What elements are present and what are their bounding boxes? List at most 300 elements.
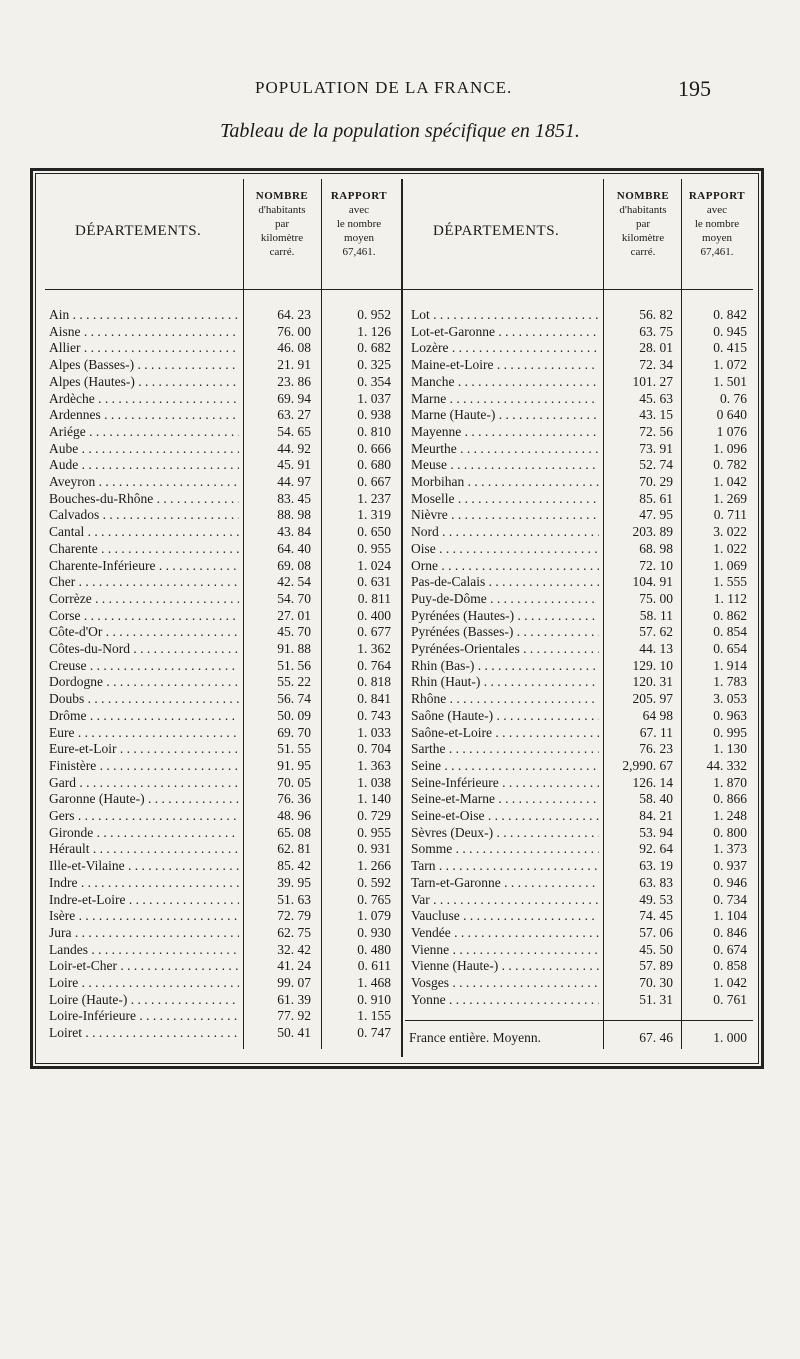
nombre-value: 45. 50 <box>639 941 673 957</box>
nombre-value: 32. 42 <box>277 941 311 957</box>
rapport-value: 1. 140 <box>357 791 391 807</box>
department-name: Meurthe . . . <box>411 441 599 458</box>
nombre-value: 101. 27 <box>632 373 673 389</box>
rapport-value: 0. 666 <box>357 440 391 456</box>
rapport-value: 0. 955 <box>357 540 391 556</box>
nombre-header-left: NOMBRE d'habitants par kilomètre carré. <box>255 190 309 258</box>
nombre-value: 91. 88 <box>277 641 311 656</box>
nombre-value: 75. 00 <box>639 590 673 606</box>
department-name: Landes . . . <box>49 942 239 959</box>
department-name: Rhin (Haut-) . . . <box>411 674 599 691</box>
nombre-value: 45. 70 <box>277 624 311 640</box>
nombre-header-right: NOMBRE d'habitants par kilomètre carré. <box>616 190 670 258</box>
table-row <box>45 608 753 625</box>
nombre-value: 27. 01 <box>277 607 311 623</box>
department-name: Isère . . . <box>49 908 239 925</box>
department-name: Vendée . . . <box>411 925 599 942</box>
department-name: Yonne . . . <box>411 992 599 1009</box>
rapport-value: 1. 362 <box>357 641 391 656</box>
rapport-value: 0. 400 <box>357 607 391 623</box>
nombre-value: 63. 27 <box>277 407 311 423</box>
nombre-value: 44. 13 <box>639 641 673 656</box>
nombre-value: 21. 91 <box>277 357 311 373</box>
total-nombre: 67. 46 <box>639 1030 673 1046</box>
nombre-value: 76. 36 <box>277 791 311 807</box>
table-row <box>45 925 753 942</box>
table-row <box>45 791 753 808</box>
department-name: Doubs . . . <box>49 691 239 708</box>
nombre-value: 85. 42 <box>277 858 311 874</box>
table-row <box>45 391 753 408</box>
rapport-value: 0. 955 <box>357 824 391 840</box>
nombre-value: 57. 06 <box>639 924 673 940</box>
rapport-value: 1. 248 <box>713 808 747 823</box>
table-row <box>45 357 753 374</box>
table-row <box>45 574 753 591</box>
nombre-value: 67. 11 <box>639 724 673 740</box>
table-row <box>45 307 753 324</box>
nombre-value: 69. 94 <box>277 390 311 406</box>
department-name: Rhin (Bas-) . . . <box>411 658 599 675</box>
department-name: Rhône . . . <box>411 691 599 708</box>
department-name: Vaucluse . . . <box>411 908 599 925</box>
rapport-value: 1. 237 <box>357 490 391 506</box>
department-name: Hérault . . . <box>49 841 239 858</box>
department-name: Marne (Haute-) . . . <box>411 407 599 424</box>
department-name: Aisne . . . <box>49 324 239 341</box>
nombre-value: 57. 62 <box>639 624 673 640</box>
nombre-value: 61. 39 <box>277 991 311 1007</box>
table-row <box>45 858 753 875</box>
rapport-value: 0. 761 <box>713 991 747 1007</box>
table-row <box>45 641 753 658</box>
rapport-value: 0. 76 <box>720 390 747 406</box>
department-name: Garonne (Haute-) . . . <box>49 791 239 808</box>
nombre-value: 63. 19 <box>639 858 673 874</box>
rapport-value: 0. 674 <box>713 941 747 957</box>
department-name: Seine-et-Oise . . . <box>411 808 599 825</box>
nombre-value: 70. 05 <box>277 774 311 790</box>
nombre-value: 47. 95 <box>639 507 673 523</box>
rapport-value: 0. 734 <box>713 891 747 907</box>
nombre-value: 53. 94 <box>639 824 673 840</box>
nombre-value: 51. 31 <box>639 991 673 1007</box>
rapport-value: 0. 747 <box>357 1025 391 1041</box>
department-name: Lozère . . . <box>411 340 599 357</box>
rapport-value: 0. 930 <box>357 924 391 940</box>
rapport-value: 1. 104 <box>713 908 747 924</box>
nombre-value: 205. 97 <box>632 691 673 707</box>
total-label: France entière. Moyenn. <box>409 1030 541 1046</box>
table-row <box>45 808 753 825</box>
rapport-value: 1. 269 <box>713 490 747 506</box>
department-name: Orne . . . <box>411 558 599 575</box>
rapport-value: 0. 782 <box>713 457 747 473</box>
rapport-value: 1. 042 <box>713 474 747 489</box>
rapport-value: 0. 841 <box>357 691 391 707</box>
table-row <box>45 624 753 641</box>
department-name: Jura . . . <box>49 925 239 942</box>
rapport-value: 0. 910 <box>357 991 391 1007</box>
department-name: Puy-de-Dôme . . . <box>411 591 599 608</box>
nombre-value: 70. 29 <box>639 474 673 489</box>
rapport-value: 0. 765 <box>357 891 391 907</box>
department-name: Loire-Inférieure . . . <box>49 1008 239 1025</box>
department-name: Seine . . . <box>411 758 599 775</box>
department-name: Mayenne . . . <box>411 424 599 441</box>
department-name: Cher . . . <box>49 574 239 591</box>
department-name: Indre-et-Loire . . . <box>49 892 239 909</box>
nombre-value: 50. 41 <box>277 1025 311 1041</box>
table-row <box>45 591 753 608</box>
table-row <box>45 474 753 491</box>
nombre-value: 65. 08 <box>277 824 311 840</box>
nombre-value: 58. 11 <box>639 607 673 623</box>
department-name: Nièvre . . . <box>411 507 599 524</box>
department-name: Alpes (Hautes-) . . . <box>49 374 239 391</box>
table-row <box>45 340 753 357</box>
rapport-value: 0. 592 <box>357 874 391 890</box>
rapport-value: 0. 650 <box>357 524 391 540</box>
rapport-value: 1. 155 <box>357 1008 391 1024</box>
nombre-value: 72. 79 <box>277 908 311 924</box>
department-name: Aube . . . <box>49 441 239 458</box>
department-name: Alpes (Basses-) . . . <box>49 357 239 374</box>
table-row <box>45 541 753 558</box>
department-name: Meuse . . . <box>411 457 599 474</box>
nombre-value: 62. 75 <box>277 924 311 940</box>
department-name: Charente-Inférieure . . . <box>49 558 239 575</box>
rapport-value: 0 640 <box>716 407 747 423</box>
department-name: Pyrénées (Hautes-) . . . <box>411 608 599 625</box>
nombre-value: 64 98 <box>642 707 673 723</box>
nombre-value: 76. 23 <box>639 741 673 757</box>
table-row <box>45 558 753 575</box>
total-rapport: 1. 000 <box>713 1030 747 1046</box>
department-name: Vienne (Haute-) . . . <box>411 958 599 975</box>
nombre-value: 77. 92 <box>277 1008 311 1024</box>
rapport-value: 0. 945 <box>713 323 747 339</box>
department-name: Ardèche . . . <box>49 391 239 408</box>
rapport-value: 1. 072 <box>713 357 747 373</box>
department-name: Ardennes . . . <box>49 407 239 424</box>
rapport-value: 0. 764 <box>357 657 391 673</box>
nombre-value: 41. 24 <box>277 958 311 974</box>
table-row <box>45 892 753 909</box>
department-name: Aveyron . . . <box>49 474 239 491</box>
rapport-header-left: RAPPORT avec le nombre moyen 67,461. <box>330 190 388 258</box>
table-row <box>45 725 753 742</box>
table-row <box>45 691 753 708</box>
department-name: Cantal . . . <box>49 524 239 541</box>
page-number: 195 <box>678 76 711 101</box>
department-name: Tarn . . . <box>411 858 599 875</box>
rapport-value: 1. 022 <box>713 540 747 556</box>
rapport-value: 0. 682 <box>357 340 391 356</box>
rapport-value: 0. 729 <box>357 808 391 823</box>
nombre-value: 46. 08 <box>277 340 311 356</box>
department-name: Creuse . . . <box>49 658 239 675</box>
nombre-value: 70. 30 <box>639 975 673 990</box>
table-caption: Tableau de la population spécifique en 1851. <box>220 120 580 142</box>
rapport-value: 0. 846 <box>713 924 747 940</box>
rapport-value: 1. 126 <box>357 323 391 339</box>
nombre-value: 54. 65 <box>277 423 311 439</box>
rapport-value: 1. 373 <box>713 841 747 857</box>
rapport-value: 1. 069 <box>713 557 747 573</box>
nombre-value: 68. 98 <box>639 540 673 556</box>
nombre-value: 51. 56 <box>277 657 311 673</box>
nombre-value: 44. 97 <box>277 474 311 489</box>
department-name: Ille-et-Vilaine . . . <box>49 858 239 875</box>
rapport-value: 1. 042 <box>713 975 747 990</box>
department-name: Charente . . . <box>49 541 239 558</box>
rapport-value: 0. 611 <box>357 958 391 974</box>
page-header <box>0 78 800 104</box>
department-name: Sèvres (Deux-) . . . <box>411 825 599 842</box>
department-name: Loir-et-Cher . . . <box>49 958 239 975</box>
running-title: POPULATION DE LA FRANCE. <box>255 78 513 97</box>
rapport-value: 0. 325 <box>357 357 391 373</box>
department-name: Côte-d'Or . . . <box>49 624 239 641</box>
table-row <box>45 524 753 541</box>
rapport-value: 0. 354 <box>357 373 391 389</box>
nombre-value: 104. 91 <box>632 574 673 590</box>
department-name: Seine-Inférieure . . . <box>411 775 599 792</box>
department-name: Eure-et-Loir . . . <box>49 741 239 758</box>
rapport-value: 1. 112 <box>713 590 747 606</box>
nombre-value: 39. 95 <box>277 874 311 890</box>
rapport-value: 1. 319 <box>357 507 391 523</box>
department-name: Loire . . . <box>49 975 239 992</box>
department-name: Pyrénées (Basses-) . . . <box>411 624 599 641</box>
department-name: Corse . . . <box>49 608 239 625</box>
table-header <box>45 179 753 290</box>
department-name: Maine-et-Loire . . . <box>411 357 599 374</box>
rapport-value: 0. 862 <box>713 607 747 623</box>
table-row <box>45 374 753 391</box>
rapport-value: 1. 038 <box>357 774 391 790</box>
department-name: Aude . . . <box>49 457 239 474</box>
nombre-value: 51. 55 <box>277 741 311 757</box>
table-row <box>45 1008 753 1025</box>
nombre-value: 43. 84 <box>277 524 311 540</box>
table-row <box>45 424 753 441</box>
nombre-value: 57. 89 <box>639 958 673 974</box>
rapport-value: 0. 937 <box>713 858 747 874</box>
rapport-value: 0. 704 <box>357 741 391 757</box>
department-name: Gard . . . <box>49 775 239 792</box>
population-table <box>30 168 764 1069</box>
rapport-value: 0. 480 <box>357 941 391 957</box>
department-name: Eure . . . <box>49 725 239 742</box>
rapport-value: 0. 858 <box>713 958 747 974</box>
table-row <box>45 958 753 975</box>
rapport-value: 0. 963 <box>713 707 747 723</box>
nombre-value: 55. 22 <box>277 674 311 690</box>
rapport-value: 0. 866 <box>713 791 747 807</box>
department-name: Saône-et-Loire . . . <box>411 725 599 742</box>
rapport-value: 0. 680 <box>357 457 391 473</box>
nombre-value: 54. 70 <box>277 590 311 606</box>
total-separator <box>405 1020 753 1021</box>
rapport-value: 0. 811 <box>357 590 391 606</box>
rapport-value: 0. 931 <box>357 841 391 857</box>
nombre-value: 83. 45 <box>277 490 311 506</box>
rapport-value: 0. 654 <box>713 641 747 656</box>
rapport-value: 1. 468 <box>357 975 391 990</box>
department-name: Moselle . . . <box>411 491 599 508</box>
table-row <box>45 942 753 959</box>
department-name: Calvados . . . <box>49 507 239 524</box>
table-row <box>45 457 753 474</box>
nombre-value: 62. 81 <box>277 841 311 857</box>
nombre-value: 23. 86 <box>277 373 311 389</box>
rapport-value: 1. 870 <box>713 774 747 790</box>
nombre-value: 63. 75 <box>639 323 673 339</box>
nombre-value: 72. 34 <box>639 357 673 373</box>
nombre-value: 44. 92 <box>277 440 311 456</box>
nombre-value: 50. 09 <box>277 707 311 723</box>
department-name: Corrèze . . . <box>49 591 239 608</box>
table-row <box>45 441 753 458</box>
nombre-value: 69. 70 <box>277 724 311 740</box>
rapport-value: 0. 800 <box>713 824 747 840</box>
rapport-value: 1 076 <box>716 423 747 439</box>
rapport-value: 1. 033 <box>357 724 391 740</box>
nombre-value: 42. 54 <box>277 574 311 590</box>
rapport-value: 1. 079 <box>357 908 391 924</box>
table-row <box>45 741 753 758</box>
nombre-value: 72. 10 <box>639 557 673 573</box>
department-name: Morbihan . . . <box>411 474 599 491</box>
rapport-value: 0. 631 <box>357 574 391 590</box>
rapport-header-right: RAPPORT avec le nombre moyen 67,461. <box>688 190 746 258</box>
department-name: Bouches-du-Rhône . . . <box>49 491 239 508</box>
rapport-value: 3. 053 <box>713 691 747 707</box>
rapport-value: 0. 677 <box>357 624 391 640</box>
nombre-value: 58. 40 <box>639 791 673 807</box>
rapport-value: 0. 995 <box>713 724 747 740</box>
rapport-value: 0. 842 <box>713 307 747 322</box>
nombre-value: 2,990. 67 <box>622 757 673 773</box>
department-name: Pyrénées-Orientales . . . <box>411 641 599 658</box>
rapport-value: 3. 022 <box>713 524 747 540</box>
table-row <box>45 658 753 675</box>
department-name: Lot-et-Garonne . . . <box>411 324 599 341</box>
department-name: Oise . . . <box>411 541 599 558</box>
nombre-value: 74. 45 <box>639 908 673 924</box>
nombre-value: 45. 91 <box>277 457 311 473</box>
nombre-value: 28. 01 <box>639 340 673 356</box>
department-name: Lot . . . <box>411 307 599 324</box>
department-name: Gironde . . . <box>49 825 239 842</box>
department-name: Ain . . . <box>49 307 239 324</box>
table-row <box>45 875 753 892</box>
table-row <box>45 908 753 925</box>
rapport-value: 1. 266 <box>357 858 391 874</box>
rapport-value: 0. 743 <box>357 707 391 723</box>
department-name: Seine-et-Marne . . . <box>411 791 599 808</box>
table-row <box>45 975 753 992</box>
rapport-value: 0. 415 <box>713 340 747 356</box>
nombre-value: 49. 53 <box>639 891 673 907</box>
nombre-value: 129. 10 <box>632 657 673 673</box>
nombre-value: 73. 91 <box>639 440 673 456</box>
nombre-value: 120. 31 <box>632 674 673 690</box>
rapport-value: 1. 037 <box>357 390 391 406</box>
department-name: Loire (Haute-) . . . <box>49 992 239 1009</box>
rapport-value: 0. 952 <box>357 307 391 322</box>
rapport-value: 0. 854 <box>713 624 747 640</box>
rapport-value: 0. 667 <box>357 474 391 489</box>
nombre-value: 56. 82 <box>639 307 673 322</box>
rapport-value: 0. 946 <box>713 874 747 890</box>
rapport-value: 1. 096 <box>713 440 747 456</box>
rapport-value: 1. 130 <box>713 741 747 757</box>
table-row <box>45 841 753 858</box>
department-name: Manche . . . <box>411 374 599 391</box>
department-name: Vosges . . . <box>411 975 599 992</box>
rapport-value: 0. 711 <box>713 507 747 523</box>
nombre-value: 45. 63 <box>639 390 673 406</box>
rapport-value: 1. 024 <box>357 557 391 573</box>
nombre-value: 72. 56 <box>639 423 673 439</box>
department-name: Loiret . . . <box>49 1025 239 1042</box>
department-name: Pas-de-Calais . . . <box>411 574 599 591</box>
nombre-value: 92. 64 <box>639 841 673 857</box>
rapport-value: 0. 938 <box>357 407 391 423</box>
table-row <box>45 825 753 842</box>
department-name: Marne . . . <box>411 391 599 408</box>
nombre-value: 51. 63 <box>277 891 311 907</box>
table-row <box>45 507 753 524</box>
department-name: Var . . . <box>411 892 599 909</box>
nombre-value: 56. 74 <box>277 691 311 707</box>
rapport-value: 0. 810 <box>357 423 391 439</box>
rapport-value: 44. 332 <box>706 757 747 773</box>
nombre-value: 126. 14 <box>632 774 673 790</box>
department-name: Vienne . . . <box>411 942 599 959</box>
nombre-value: 88. 98 <box>277 507 311 523</box>
rapport-value: 0. 818 <box>357 674 391 690</box>
table-row <box>45 324 753 341</box>
table-row <box>45 758 753 775</box>
nombre-value: 52. 74 <box>639 457 673 473</box>
department-name: Drôme . . . <box>49 708 239 725</box>
table-row <box>45 407 753 424</box>
table-body <box>45 179 753 1060</box>
nombre-value: 85. 61 <box>639 490 673 506</box>
department-name: Saône (Haute-) . . . <box>411 708 599 725</box>
nombre-value: 48. 96 <box>277 808 311 823</box>
nombre-value: 84. 21 <box>639 808 673 823</box>
department-name: Somme . . . <box>411 841 599 858</box>
nombre-value: 91. 95 <box>277 757 311 773</box>
department-name: Finistère . . . <box>49 758 239 775</box>
nombre-value: 63. 83 <box>639 874 673 890</box>
nombre-value: 64. 23 <box>277 307 311 322</box>
rapport-value: 1. 555 <box>713 574 747 590</box>
department-name: Dordogne . . . <box>49 674 239 691</box>
department-name: Nord . . . <box>411 524 599 541</box>
rapport-value: 1. 363 <box>357 757 391 773</box>
departements-header-left: DÉPARTEMENTS. <box>75 223 202 239</box>
department-name: Tarn-et-Garonne . . . <box>411 875 599 892</box>
nombre-value: 203. 89 <box>632 524 673 540</box>
table-row <box>45 775 753 792</box>
departements-header-right: DÉPARTEMENTS. <box>433 223 560 239</box>
